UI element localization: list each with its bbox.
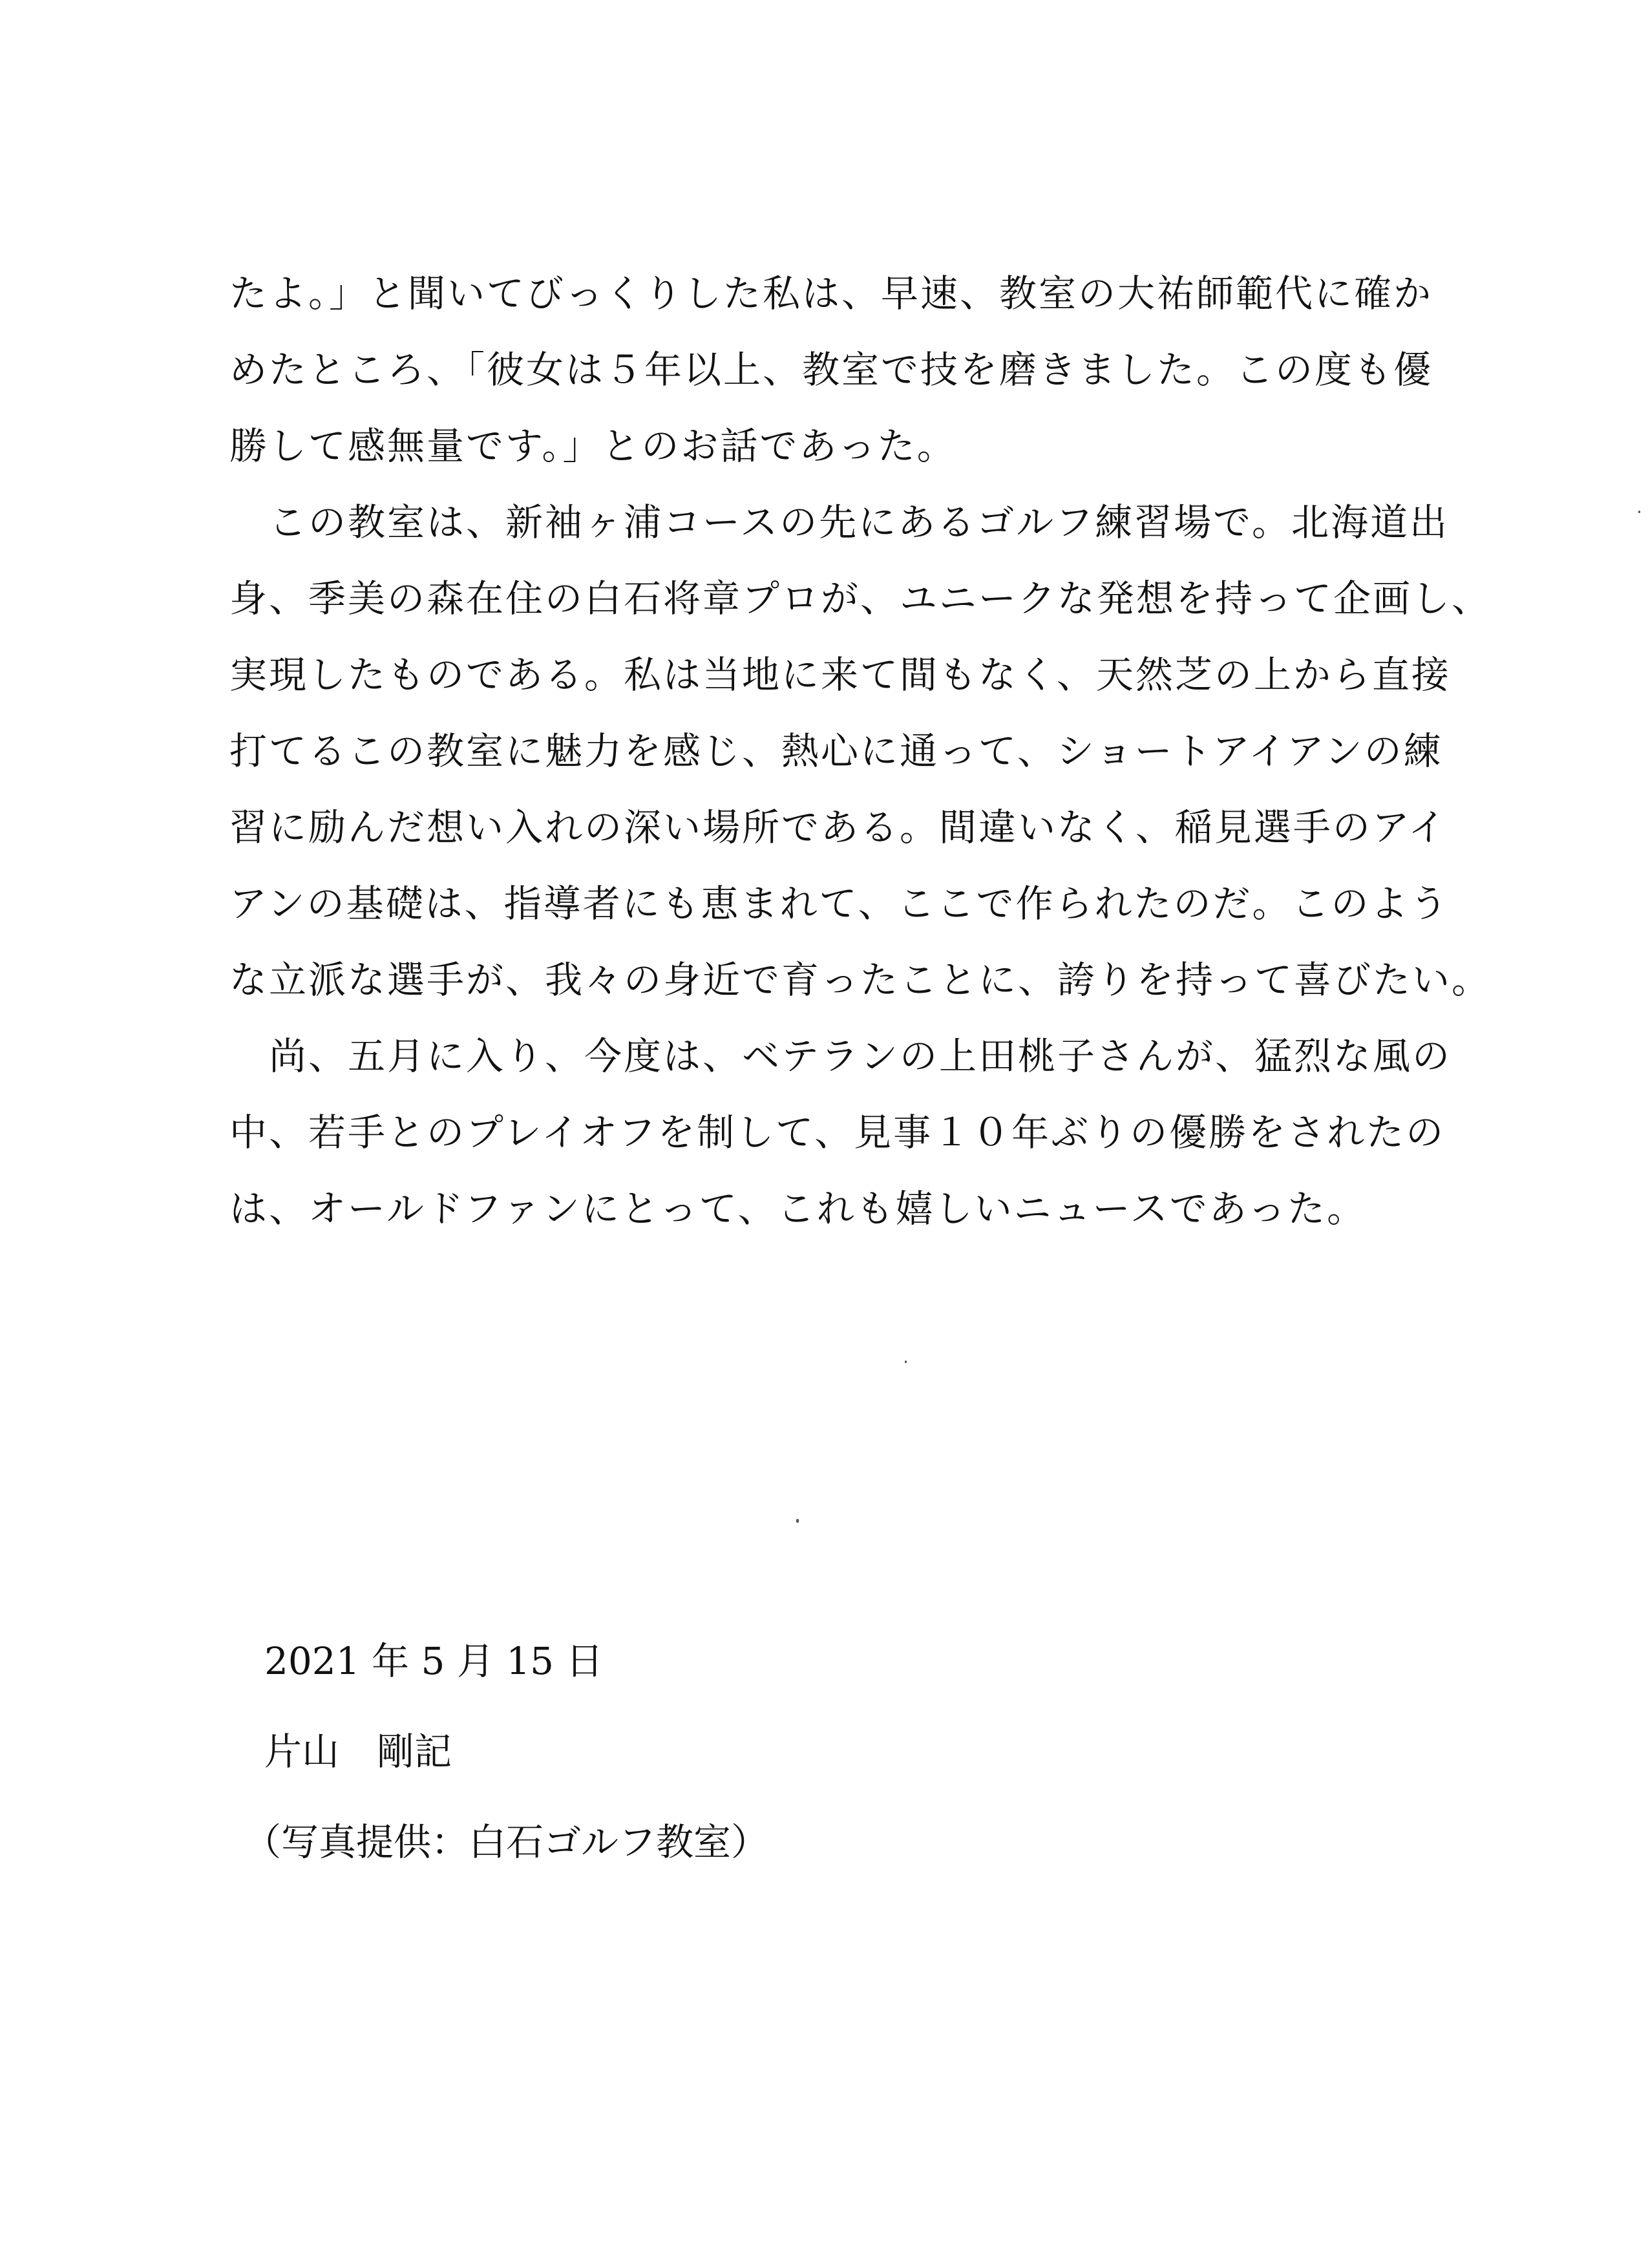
text-line: たよ。」と聞いてびっくりした私は、早速、教室の大祐師範代に確か bbox=[229, 271, 1433, 315]
text-line: 習に励んだ想い入れの深い場所である。間違いなく、稲見選手のアイ bbox=[229, 805, 1448, 849]
text-line: 実現したものである。私は当地に来て間もなく、天然芝の上から直接 bbox=[229, 653, 1451, 697]
text-line: 尚、五月に入り、今度は、ベテランの上田桃子さんが、猛烈な風の bbox=[229, 1034, 1452, 1078]
document-date: 2021 年 5 月 15 日 bbox=[264, 1639, 604, 1683]
text-line: は、オールドファンにとって、これも嬉しいニュースであった。 bbox=[229, 1187, 1367, 1231]
scan-speck bbox=[796, 1519, 799, 1523]
photo-credit: （写真提供：白石ゴルフ教室） bbox=[244, 1820, 769, 1864]
scan-speck bbox=[905, 1361, 907, 1363]
document-author: 片山 剛記 bbox=[264, 1730, 452, 1774]
text-line: この教室は、新袖ヶ浦コースの先にあるゴルフ練習場で。北海道出 bbox=[229, 500, 1449, 544]
closing-block bbox=[229, 1629, 1457, 1874]
body-text bbox=[229, 255, 1492, 1247]
text-line: 勝して感無量です。」とのお話であった。 bbox=[229, 424, 956, 468]
text-line: 中、若手とのプレイオフを制して、見事１０年ぶりの優勝をされたの bbox=[229, 1110, 1446, 1154]
text-line: 身、季美の森在住の白石将章プロが、ユニークな発想を持って企画し、 bbox=[229, 577, 1492, 620]
text-line: アンの基礎は、指導者にも恵まれて、ここで作られたのだ。このよう bbox=[229, 882, 1450, 926]
text-line: な立派な選手が、我々の身近で育ったことに、誇りを持って喜びたい。 bbox=[229, 958, 1492, 1002]
scan-speck bbox=[1638, 511, 1640, 513]
text-line: めたところ、「彼女は５年以上、教室で技を磨きました。この度も優 bbox=[229, 348, 1433, 392]
text-line: 打てるこの教室に魅力を感じ、熱心に通って、ショートアイアンの練 bbox=[229, 729, 1443, 773]
